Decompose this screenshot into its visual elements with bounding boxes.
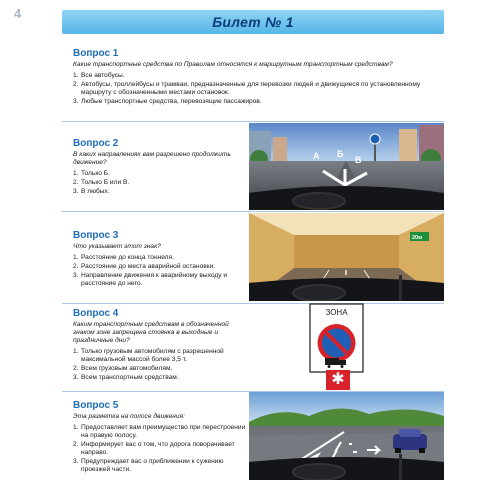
- answer-option[interactable]: 3. Всем транспортным средствам.: [73, 374, 179, 381]
- section-divider: [62, 303, 444, 304]
- page-number: 4: [14, 6, 22, 21]
- section-divider: [62, 211, 444, 212]
- answer-list: [73, 348, 247, 382]
- answer-list: [73, 254, 247, 288]
- question-text: Какие транспортные средства по Правилам относятся к маршрутным транспортным средствам?: [73, 61, 393, 68]
- answer-list: [73, 170, 247, 196]
- question-text: Эта разметка на полосе движения:: [73, 413, 185, 420]
- answer-option[interactable]: 3. В любых.: [73, 188, 110, 195]
- question-5-image: [249, 392, 444, 480]
- section-divider: [62, 121, 444, 122]
- answer-option[interactable]: 2. Только Б или В.: [73, 179, 130, 186]
- answer-option[interactable]: 2. Информирует вас о том, что дорога поворачивает направо.: [73, 441, 235, 456]
- question-title: Вопрос 4: [73, 308, 119, 319]
- snowflake-plate: [326, 370, 350, 390]
- question-4: [73, 308, 247, 383]
- no-parking-zone-sign: [309, 303, 364, 373]
- snowflake-icon: ✱: [331, 371, 345, 388]
- question-title: Вопрос 2: [73, 138, 119, 149]
- answer-option[interactable]: 3. Предупреждает вас о приближении к сужению проезжей части.: [73, 458, 224, 473]
- question-text: Каким транспортным средствам в обозначенной знаком зоне запрещена стоянка в выходные и праздничные дни?: [73, 321, 229, 344]
- question-2-image: [249, 123, 444, 210]
- answer-option[interactable]: 1. Только Б.: [73, 170, 110, 177]
- direction-label-c: В: [355, 155, 362, 165]
- answer-option[interactable]: 1. Только грузовым автомобилям с разрешенной максимальной массой более 3,5 т.: [73, 348, 224, 363]
- question-3: [73, 230, 247, 289]
- zone-label: ЗОНА: [325, 308, 348, 317]
- direction-label-a: А: [313, 151, 320, 161]
- answer-option[interactable]: 2. Расстояние до места аварийной остановки.: [73, 263, 216, 270]
- question-text: Что указывает этот знак?: [73, 243, 161, 250]
- answer-option[interactable]: 1. Все автобусы.: [73, 72, 125, 79]
- question-text: В каких направлениях вам разрешено продолжить движение?: [73, 151, 231, 166]
- ticket-title: Билет № 1: [212, 14, 294, 30]
- ticket-header: [62, 10, 444, 34]
- question-1: [73, 48, 443, 107]
- question-title: Вопрос 3: [73, 230, 119, 241]
- answer-list: [73, 424, 247, 474]
- answer-option[interactable]: 1. Предоставляет вам преимущество при перестроении на правую полосу.: [73, 424, 246, 439]
- question-title: Вопрос 5: [73, 400, 119, 411]
- answer-option[interactable]: 3. Направление движения к аварийному выходу и расстояние до него.: [73, 272, 228, 287]
- answer-option[interactable]: 1. Расстояние до конца тоннеля.: [73, 254, 174, 261]
- question-5: [73, 400, 247, 475]
- question-2: [73, 138, 247, 197]
- answer-option[interactable]: 2. Автобусы, троллейбусы и трамваи, предназначенные для перевозки людей и движущиеся по установленному маршруту с обозначенными местами остановок.: [73, 81, 421, 96]
- sign-distance-label: 20м: [412, 235, 423, 241]
- answer-option[interactable]: 3. Любые транспортные средства, перевозящие пассажиров.: [73, 98, 262, 105]
- question-3-image: [249, 213, 444, 301]
- question-title: Вопрос 1: [73, 48, 119, 59]
- answer-list: [73, 72, 443, 106]
- answer-option[interactable]: 2. Всем грузовым автомобилям.: [73, 365, 173, 372]
- direction-label-b: Б: [337, 149, 344, 159]
